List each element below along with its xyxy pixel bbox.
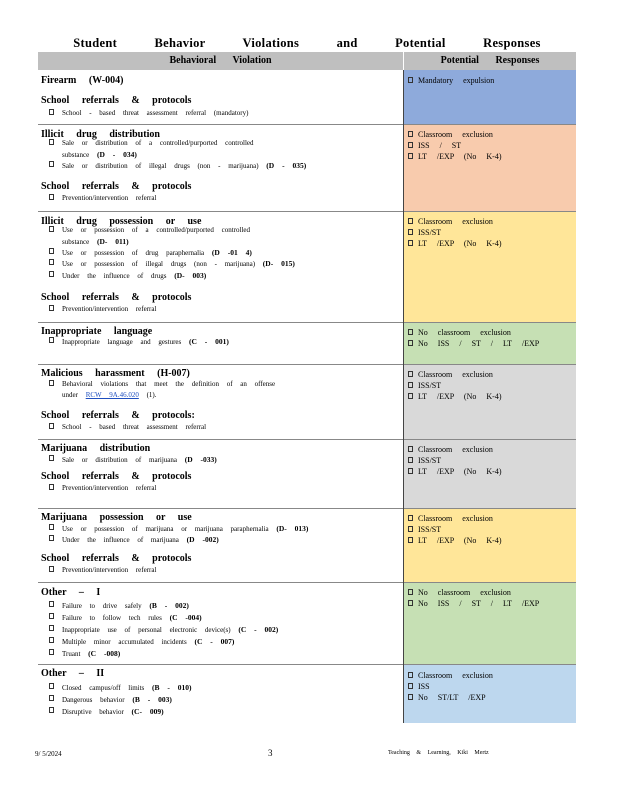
row-divider: [38, 439, 576, 440]
bullet-icon: [408, 329, 413, 335]
response-item: [408, 152, 501, 161]
violation-item: [62, 337, 229, 346]
bullet-icon: [408, 694, 413, 700]
bullet-icon: [49, 637, 54, 643]
item-text: Prevention/intervention referral: [62, 566, 157, 574]
response-item: [408, 514, 493, 523]
section-title: School referrals & protocols: [41, 471, 192, 482]
response-item: [408, 228, 441, 237]
response-text: No ISS / ST / LT /EXP: [418, 339, 540, 348]
item-text-tail: (1).: [146, 391, 157, 399]
violations-table: [38, 52, 576, 723]
bullet-icon: [49, 707, 54, 713]
response-item: [408, 339, 539, 348]
row-divider: [38, 582, 576, 583]
item-text: Sale or distribution of marijuana: [62, 456, 177, 464]
item-text: Use or possession of marijuana or marijuana paraphernalia: [62, 525, 269, 533]
response-text: Classroom exclusion: [418, 217, 493, 226]
item-text: Use or possession of a controlled/purported controlled: [62, 226, 251, 234]
bullet-icon: [408, 340, 413, 346]
response-item: [408, 536, 501, 545]
bullet-icon: [49, 194, 54, 200]
header-behavioral-violation: Behavioral Violation: [38, 52, 403, 70]
bullet-icon: [408, 672, 413, 678]
item-text: School - based threat assessment referral: [62, 423, 207, 431]
response-cell: [404, 211, 576, 322]
footer-date: 9/ 5/2024: [35, 750, 62, 758]
response-item: [408, 328, 511, 337]
bullet-icon: [408, 153, 413, 159]
response-text: LT /EXP (No K-4): [418, 239, 502, 248]
violation-code: (D - 034): [96, 150, 137, 159]
bullet-icon: [49, 161, 54, 167]
section-title: School referrals & protocols:: [41, 410, 195, 421]
bullet-icon: [408, 515, 413, 521]
violation-cell: [38, 364, 403, 439]
violation-cell: [38, 211, 403, 322]
item-text: Dangerous behavior: [62, 696, 125, 704]
bullet-icon: [408, 457, 413, 463]
violation-item: [62, 524, 308, 533]
response-item: [408, 671, 493, 680]
violation-cell: [38, 322, 403, 364]
bullet-icon: [49, 271, 54, 277]
violation-item: [62, 613, 202, 622]
violation-item: [62, 566, 156, 574]
response-item: [408, 467, 501, 476]
response-text: LT /EXP (No K-4): [418, 536, 502, 545]
bullet-icon: [408, 382, 413, 388]
item-text: Inappropriate language and gestures: [62, 338, 182, 346]
item-text: Disruptive behavior: [62, 708, 124, 716]
bullet-icon: [408, 683, 413, 689]
violation-cell: [38, 124, 403, 211]
response-text: ISS / ST: [418, 141, 462, 150]
response-item: [408, 370, 493, 379]
item-text: Truant: [62, 650, 81, 658]
violation-item: [62, 695, 172, 704]
violation-item: [62, 707, 164, 716]
violation-item: [62, 423, 206, 431]
violation-code: (D- 015): [262, 259, 295, 268]
table-row: [38, 582, 576, 664]
section-title: Other – II: [41, 668, 105, 679]
violation-item: [62, 455, 217, 464]
column-divider: [403, 70, 404, 723]
section-title: Marijuana possession or use: [41, 512, 192, 523]
bullet-icon: [49, 484, 54, 490]
violation-item: [62, 150, 137, 159]
rcw-link[interactable]: RCW 9A.46.020: [85, 391, 139, 399]
bullet-icon: [408, 446, 413, 452]
response-cell: [404, 70, 576, 124]
violation-item: [62, 649, 120, 658]
violation-code: (D -01 4): [211, 248, 252, 257]
bullet-icon: [408, 131, 413, 137]
violation-item: [62, 601, 189, 610]
violation-code: (C - 001): [189, 337, 229, 346]
bullet-icon: [408, 142, 413, 148]
row-divider: [38, 508, 576, 509]
response-text: LT /EXP (No K-4): [418, 392, 502, 401]
response-item: [408, 239, 501, 248]
response-text: LT /EXP (No K-4): [418, 467, 502, 476]
violation-code: (D- 013): [276, 524, 309, 533]
response-item: [408, 76, 494, 85]
response-text: Classroom exclusion: [418, 130, 493, 139]
table-row: [38, 508, 576, 582]
bullet-icon: [49, 683, 54, 689]
section-title: Illicit drug distribution: [41, 129, 160, 140]
bullet-icon: [49, 535, 54, 541]
violation-item: [62, 683, 192, 692]
table-row: [38, 664, 576, 723]
response-text: ISS/ST: [418, 525, 442, 534]
item-text: Under the influence of marijuana: [62, 536, 179, 544]
item-text: Under the influence of drugs: [62, 272, 167, 280]
section-title: School referrals & protocols: [41, 553, 192, 564]
item-text: Prevention/intervention referral: [62, 305, 157, 313]
item-text: Failure to drive safely: [62, 602, 142, 610]
response-cell: [404, 364, 576, 439]
violation-item: [62, 535, 219, 544]
footer-page-number: 3: [268, 748, 273, 758]
bullet-icon: [49, 625, 54, 631]
violation-code: (B - 010): [152, 683, 192, 692]
row-divider: [38, 124, 576, 125]
bullet-icon: [49, 380, 54, 386]
violation-code: (D- 003): [174, 271, 207, 280]
response-item: [408, 217, 493, 226]
violation-item: [62, 380, 275, 388]
response-cell: [404, 124, 576, 211]
violation-code: (B - 003): [132, 695, 172, 704]
violation-cell: [38, 70, 403, 124]
violation-item: [62, 139, 254, 147]
item-text: Sale or distribution of a controlled/purported controlled: [62, 139, 254, 147]
bullet-icon: [408, 77, 413, 83]
item-text: Use or possession of illegal drugs (non - marijuana): [62, 260, 256, 268]
violation-code: (D - 035): [266, 161, 307, 170]
table-row: [38, 364, 576, 439]
response-text: ISS: [418, 682, 430, 691]
violation-code: (C - 002): [238, 625, 279, 634]
response-item: [408, 392, 501, 401]
response-item: [408, 141, 461, 150]
bullet-icon: [408, 229, 413, 235]
response-text: ISS/ST: [418, 456, 442, 465]
violation-cell: [38, 508, 403, 582]
bullet-icon: [49, 248, 54, 254]
violation-item: [62, 259, 295, 268]
section-title: Inappropriate language: [41, 326, 153, 337]
bullet-icon: [49, 139, 54, 145]
bullet-icon: [49, 695, 54, 701]
table-row: [38, 322, 576, 364]
violation-cell: [38, 582, 403, 664]
section-title: School referrals & protocols: [41, 292, 192, 303]
section-title: Illicit drug possession or use: [41, 216, 202, 227]
bullet-icon: [49, 226, 54, 232]
bullet-icon: [49, 649, 54, 655]
bullet-icon: [408, 468, 413, 474]
response-item: [408, 130, 493, 139]
bullet-icon: [408, 371, 413, 377]
item-text: substance: [62, 151, 90, 159]
item-text: Multiple minor accumulated incidents: [62, 638, 187, 646]
violation-cell: [38, 439, 403, 508]
response-cell: [404, 508, 576, 582]
violation-item: [62, 625, 278, 634]
response-text: Classroom exclusion: [418, 370, 493, 379]
violation-item: [62, 237, 129, 246]
item-text: School - based threat assessment referral (mandatory): [62, 109, 249, 117]
page-title: Student Behavior Violations and Potential Responses: [73, 36, 541, 50]
bullet-icon: [408, 589, 413, 595]
bullet-icon: [408, 537, 413, 543]
response-item: [408, 693, 486, 702]
response-text: Mandatory expulsion: [418, 76, 495, 85]
response-cell: [404, 439, 576, 508]
response-cell: [404, 664, 576, 723]
response-item: [408, 456, 441, 465]
bullet-icon: [408, 218, 413, 224]
violation-item: [62, 271, 206, 280]
response-text: Classroom exclusion: [418, 445, 493, 454]
item-text: Closed campus/off limits: [62, 684, 145, 692]
violation-item: [62, 484, 156, 492]
response-cell: [404, 322, 576, 364]
bullet-icon: [408, 393, 413, 399]
row-divider: [38, 664, 576, 665]
bullet-icon: [49, 305, 54, 311]
violation-code: (C- 009): [131, 707, 164, 716]
violation-item: [62, 248, 252, 257]
bullet-icon: [49, 423, 54, 429]
response-text: No classroom exclusion: [418, 328, 511, 337]
bullet-icon: [408, 526, 413, 532]
response-item: [408, 682, 430, 691]
violation-code: (D -033): [184, 455, 217, 464]
item-text: Failure to follow tech rules: [62, 614, 162, 622]
row-divider: [38, 364, 576, 365]
response-item: [408, 381, 441, 390]
item-text: Behavioral violations that meet the definition of an offense: [62, 380, 276, 388]
violation-item: [62, 305, 156, 313]
response-item: [408, 445, 493, 454]
violation-code: (C - 007): [194, 637, 235, 646]
response-text: LT /EXP (No K-4): [418, 152, 502, 161]
bullet-icon: [49, 613, 54, 619]
response-text: Classroom exclusion: [418, 671, 493, 680]
bullet-icon: [49, 524, 54, 530]
table-row: [38, 70, 576, 124]
section-title: Firearm (W-004): [41, 75, 124, 86]
bullet-icon: [49, 259, 54, 265]
bullet-icon: [49, 566, 54, 572]
violation-cell: [38, 664, 403, 723]
section-title: Marijuana distribution: [41, 443, 151, 454]
section-title: Other – I: [41, 587, 101, 598]
violation-code: (D- 011): [96, 237, 129, 246]
violation-code: (C -008): [88, 649, 121, 658]
response-cell: [404, 582, 576, 664]
violation-item: [62, 161, 306, 170]
item-text: under: [62, 391, 78, 399]
item-text: substance: [62, 238, 90, 246]
response-text: No ST/LT /EXP: [418, 693, 486, 702]
response-text: No classroom exclusion: [418, 588, 511, 597]
table-row: [38, 211, 576, 322]
violation-item: [62, 109, 248, 117]
violation-code: (C -004): [169, 613, 202, 622]
violation-item: [62, 226, 250, 234]
bullet-icon: [49, 109, 54, 115]
section-title: Malicious harassment (H-007): [41, 368, 190, 379]
bullet-icon: [49, 337, 54, 343]
response-item: [408, 525, 441, 534]
row-divider: [38, 322, 576, 323]
bullet-icon: [408, 240, 413, 246]
header-potential-responses: Potential Responses: [404, 52, 576, 70]
bullet-icon: [49, 601, 54, 607]
response-text: ISS/ST: [418, 381, 442, 390]
violation-item: [62, 637, 234, 646]
item-text: Prevention/intervention referral: [62, 484, 157, 492]
violation-item: [62, 391, 157, 399]
item-text: Sale or distribution of illegal drugs (non - marijuana): [62, 162, 259, 170]
violation-item: [62, 194, 156, 202]
table-row: [38, 439, 576, 508]
section-title: School referrals & protocols: [41, 181, 192, 192]
bullet-icon: [49, 455, 54, 461]
violation-code: (B - 002): [149, 601, 189, 610]
row-divider: [38, 211, 576, 212]
item-text: Use or possession of drug paraphernalia: [62, 249, 205, 257]
section-title: School referrals & protocols: [41, 95, 192, 106]
bullet-icon: [408, 600, 413, 606]
table-row: [38, 124, 576, 211]
violation-code: (D -002): [186, 535, 219, 544]
item-text: Inappropriate use of personal electronic device(s): [62, 626, 231, 634]
item-text: Prevention/intervention referral: [62, 194, 157, 202]
footer-department: Teaching & Learning, Kiki Mertz: [388, 750, 489, 756]
response-item: [408, 599, 539, 608]
response-text: Classroom exclusion: [418, 514, 493, 523]
response-text: No ISS / ST / LT /EXP: [418, 599, 540, 608]
response-text: ISS/ST: [418, 228, 442, 237]
response-item: [408, 588, 511, 597]
